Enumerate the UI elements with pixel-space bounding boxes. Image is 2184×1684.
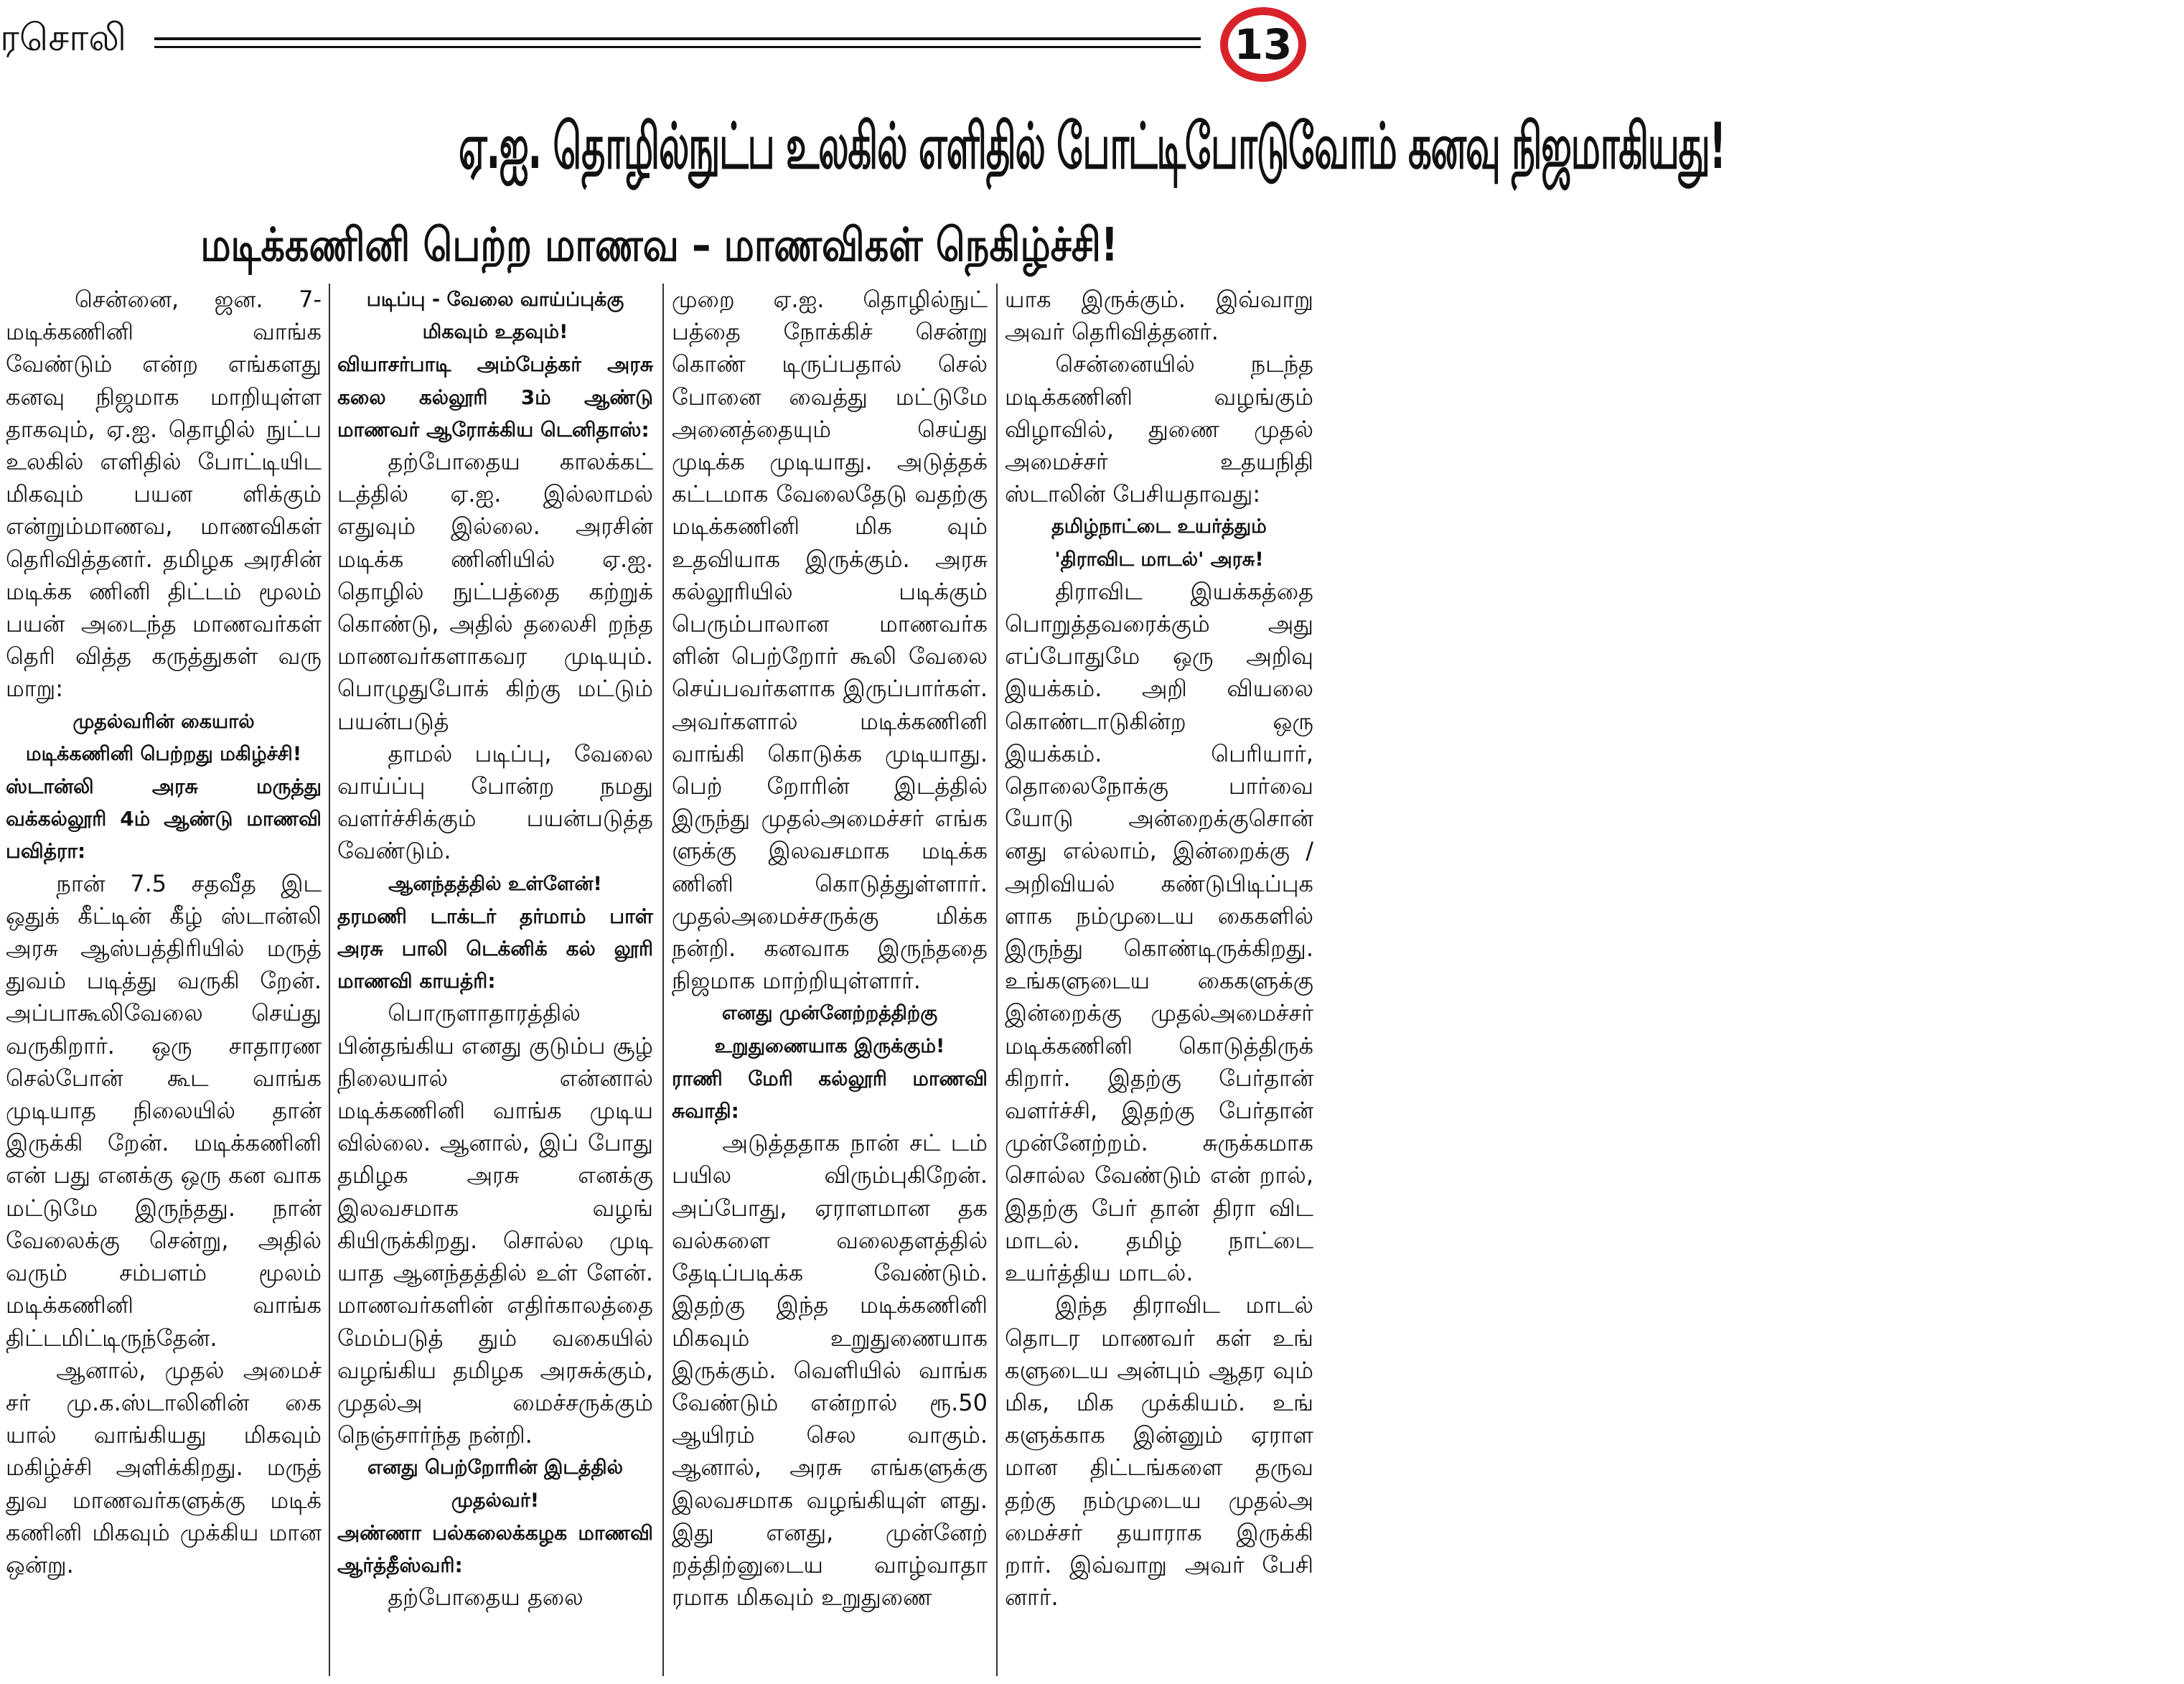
headline [0,99,1725,194]
page-number-badge: 13 [1220,7,1306,82]
paragraph: சென்னையில் நடந்த மடிக்கணினி வழங்கும் விழாவில், துணை முதல் அமைச்சர் உதயநிதி ஸ்டாலின் பேசியதாவது: [1005,350,1313,508]
headline-text: ஏ.ஐ. தொழில்நுட்ப உலகில் எளிதில் போட்டிபோடுவோம் கனவு நிஜமாகியது! [459,109,1725,183]
paragraph: யாக இருக்கும். இவ்வாறு அவர் தெரிவித்தனர். [1005,286,1313,346]
article-body [0,284,1319,1684]
paragraph: ஆனால், முதல் அமைச் சர் மு.க.ஸ்டாலினின் கை யால் வாங்கியது மிகவும் மகிழ்ச்சி அளிக்கிறது. மருத் துவ மாணவர்களுக்கு மடிக் கணினி மிகவும் முக்கிய மான ஒன்று. [6,1356,322,1578]
paragraph: முறை ஏ.ஐ. தொழில்நுட் பத்தை நோக்கிச் சென்று கொண் டிருப்பதால் செல் போனை வைத்து மட்டுமே அனைத்தையும் செய்து முடிக்க முடியாது. அடுத்தக் கட்டமாக வேலைதேடு வதற்கு மடிக்கணினி மிக வும் உதவியாக இருக்கும். அரசு கல்லூரியில் படிக்கும் பெரும்பாலான மாணவர்க ளின் பெற்றோர் கூலி வேலை செய்பவர்களாக இருப்பார்கள். அவர்களால் மடிக்கணினி வாங்கி கொடுக்க முடியாது. பெற் றோரின் இடத்தில் இருந்து முதல்அமைச்சர் எங்க ளுக்கு இலவசமாக மடிக்க ணினி கொடுத்துள்ளார். முதல்அமைச்சருக்கு மிக்க நன்றி. கனவாக இருந்ததை நிஜமாக மாற்றியுள்ளார். [672,286,988,995]
speaker-byline: ஸ்டான்லி அரசு மருத்து வக்கல்லூரி 4ம் ஆண்டு மாணவி பவித்ரா: [6,775,322,864]
section-subheading: எனது பெற்றோரின் இடத்தில் [367,1456,624,1479]
section-subheading: மிகவும் உதவும்! [422,321,568,344]
paragraph: இந்த திராவிட மாடல் தொடர மாணவர் கள் உங் களுடைய அன்பும் ஆதர வும் மிக, மிக முக்கியம். உங் களுக்காக இன்னும் ஏராள மான திட்டங்களை தருவ தற்கு நம்முடைய முதல்அ மைச்சர் தயாராக இருக்கி றார். இவ்வாறு அவர் பேசி னார். [1005,1291,1313,1612]
paragraph: அடுத்ததாக நான் சட் டம் பயில விரும்புகிறேன். அப்போது, ஏராளமான தக வல்களை வலைதளத்தில் தேடிப்படிக்க வேண்டும். இதற்கு இந்த மடிக்கணினி மிகவும் உறுதுணையாக இருக்கும். வெளியில் வாங்க வேண்டும் என்றால் ரூ.50 ஆயிரம் செல வாகும். ஆனால், அரசு எங்களுக்கு இலவசமாக வழங்கியுள் ளது. இது எனது, முன்னேற் றத்திற்னுடைய வாழ்வாதா ரமாக மிகவும் உறுதுணை [672,1129,988,1612]
section-subheading: படிப்பு - வேலை வாய்ப்புக்கு [366,289,624,311]
masthead-rule-bottom [154,46,1201,48]
column-1 [6,284,322,1684]
column-4 [1005,284,1313,1684]
section-subheading: ஆனந்தத்தில் உள்ளேன்! [388,872,602,895]
paragraph: தற்போதைய தலை [388,1584,584,1612]
speaker-byline: ராணி மேரி கல்லூரி மாணவி சுவாதி: [672,1066,988,1123]
section-subheading: உறுதுணையாக இருக்கும்! [714,1034,945,1057]
paragraph: நான் 7.5 சதவீத இட ஒதுக் கீட்டின் கீழ் ஸ்டான்லி அரசு ஆஸ்பத்திரியில் மருத் துவம் படித்து வருகி றேன். அப்பாகூலிவேலை செய்து வருகிறார். ஒரு சாதாரண செல்போன் கூட வாங்க முடியாத நிலையில் தான் இருக்கி றேன். மடிக்கணினி என் பது எனக்கு ஒரு கன வாக மட்டுமே இருந்தது. நான் வேலைக்கு சென்று, அதில் வரும் சம்பளம் மூலம் மடிக்கணினி வாங்க திட்டமிட்டிருந்தேன். [6,869,322,1352]
paragraph: பொருளாதாரத்தில் பின்தங்கிய எனது குடும்ப சூழ் நிலையால் என்னால் மடிக்கணினி வாங்க முடிய வில்லை. ஆனால், இப் போது தமிழக அரசு எனக்கு இலவசமாக வழங் கியிருக்கிறது. சொல்ல முடி யாத ஆனந்தத்தில் உள் ளேன். மாணவர்களின் எதிர்காலத்தை மேம்படுத் தும் வகையில் வழங்கிய தமிழக அரசுக்கும், முதல்அ மைச்சருக்கும் நெஞ்சார்ந்த நன்றி. [337,999,653,1449]
section-subheading: எனது முன்னேற்றத்திற்கு [721,1002,938,1025]
paragraph: சென்னை, ஜன. 7- மடிக்கணினி வாங்க வேண்டும் என்ற எங்களது கனவு நிஜமாக மாறியுள்ள தாகவும், ஏ.ஐ. தொழில் நுட்ப உலகில் எளிதில் போட்டியிட மிகவும் பயன ளிக்கும் என்றும்மாணவ, மாணவிகள் தெரிவித்தனர். தமிழக அரசின் மடிக்க ணினி திட்டம் மூலம் பயன் அடைந்த மாணவர்கள் தெரி வித்த கருத்துகள் வரு மாறு: [6,286,322,703]
subheadline-text: மடிக்கணினி பெற்ற மாணவ – மாணவிகள் நெகிழ்ச்சி! [200,219,1119,272]
section-subheading: முதல்வரின் கையால் [72,710,255,733]
paragraph: திராவிட இயக்கத்தை பொறுத்தவரைக்கும் அது எப்போதுமே ஒரு அறிவு இயக்கம். அறி வியலை கொண்டாடுகின்ற ஒரு இயக்கம். பெரியார், தொலைநோக்கு பார்வை யோடு அன்றைக்குசொன் னது எல்லாம், இன்றைக்கு / அறிவியல் கண்டுபிடிப்புக ளாக நம்முடைய கைகளில் இருந்து கொண்டிருக்கிறது. உங்களுடைய கைகளுக்கு இன்றைக்கு முதல்அமைச்சர் மடிக்கணினி கொடுத்திருக் கிறார். இதற்கு பேர்தான் வளர்ச்சி, இதற்கு பேர்தான் முன்னேற்றம். சுருக்கமாக சொல்ல வேண்டும் என் றால், இதற்கு பேர் தான் திரா விட மாடல். தமிழ் நாட்டை உயர்த்திய மாடல். [1005,577,1313,1287]
section-subheading: 'திராவிட மாடல்' அரசு! [1054,548,1264,571]
paragraph: தாமல் படிப்பு, வேலை வாய்ப்பு போன்ற நமது வளர்ச்சிக்கும் பயன்படுத்த வேண்டும். [337,739,653,865]
section-subheading: மடிக்கணினி பெற்றது மகிழ்ச்சி! [25,742,302,765]
column-3 [672,284,988,1684]
speaker-byline: தரமணி டாக்டர் தர்மாம் பாள் அரசு பாலி டெக்னிக் கல் லூரி மாணவி காயத்ரி: [337,904,653,993]
subheadline [0,210,1319,281]
newspaper-name: ரசொலி [0,17,127,60]
speaker-byline: அண்ணா பல்கலைக்கழக மாணவி ஆர்த்தீஸ்வரி: [337,1520,653,1577]
section-subheading: தமிழ்நாட்டை உயர்த்தும் [1051,515,1267,538]
paragraph: தற்போதைய காலக்கட் டத்தில் ஏ.ஐ. இல்லாமல் எதுவும் இல்லை. அரசின் மடிக்க ணினியில் ஏ.ஐ. தொழில் நுட்பத்தை கற்றுக் கொண்டு, அதில் தலைசி றந்த மாணவர்களாகவர முடியும். பொழுதுபோக் கிற்கு மட்டும் பயன்படுத் [337,448,653,735]
masthead-rule-top [154,37,1201,40]
speaker-byline: வியாசர்பாடி அம்பேத்கர் அரசு கலை கல்லூரி 3ம் ஆண்டு மாணவர் ஆரோக்கிய டெனிதாஸ்: [337,352,653,441]
masthead [0,0,1319,93]
section-subheading: முதல்வர்! [451,1489,540,1512]
column-2 [337,284,653,1684]
